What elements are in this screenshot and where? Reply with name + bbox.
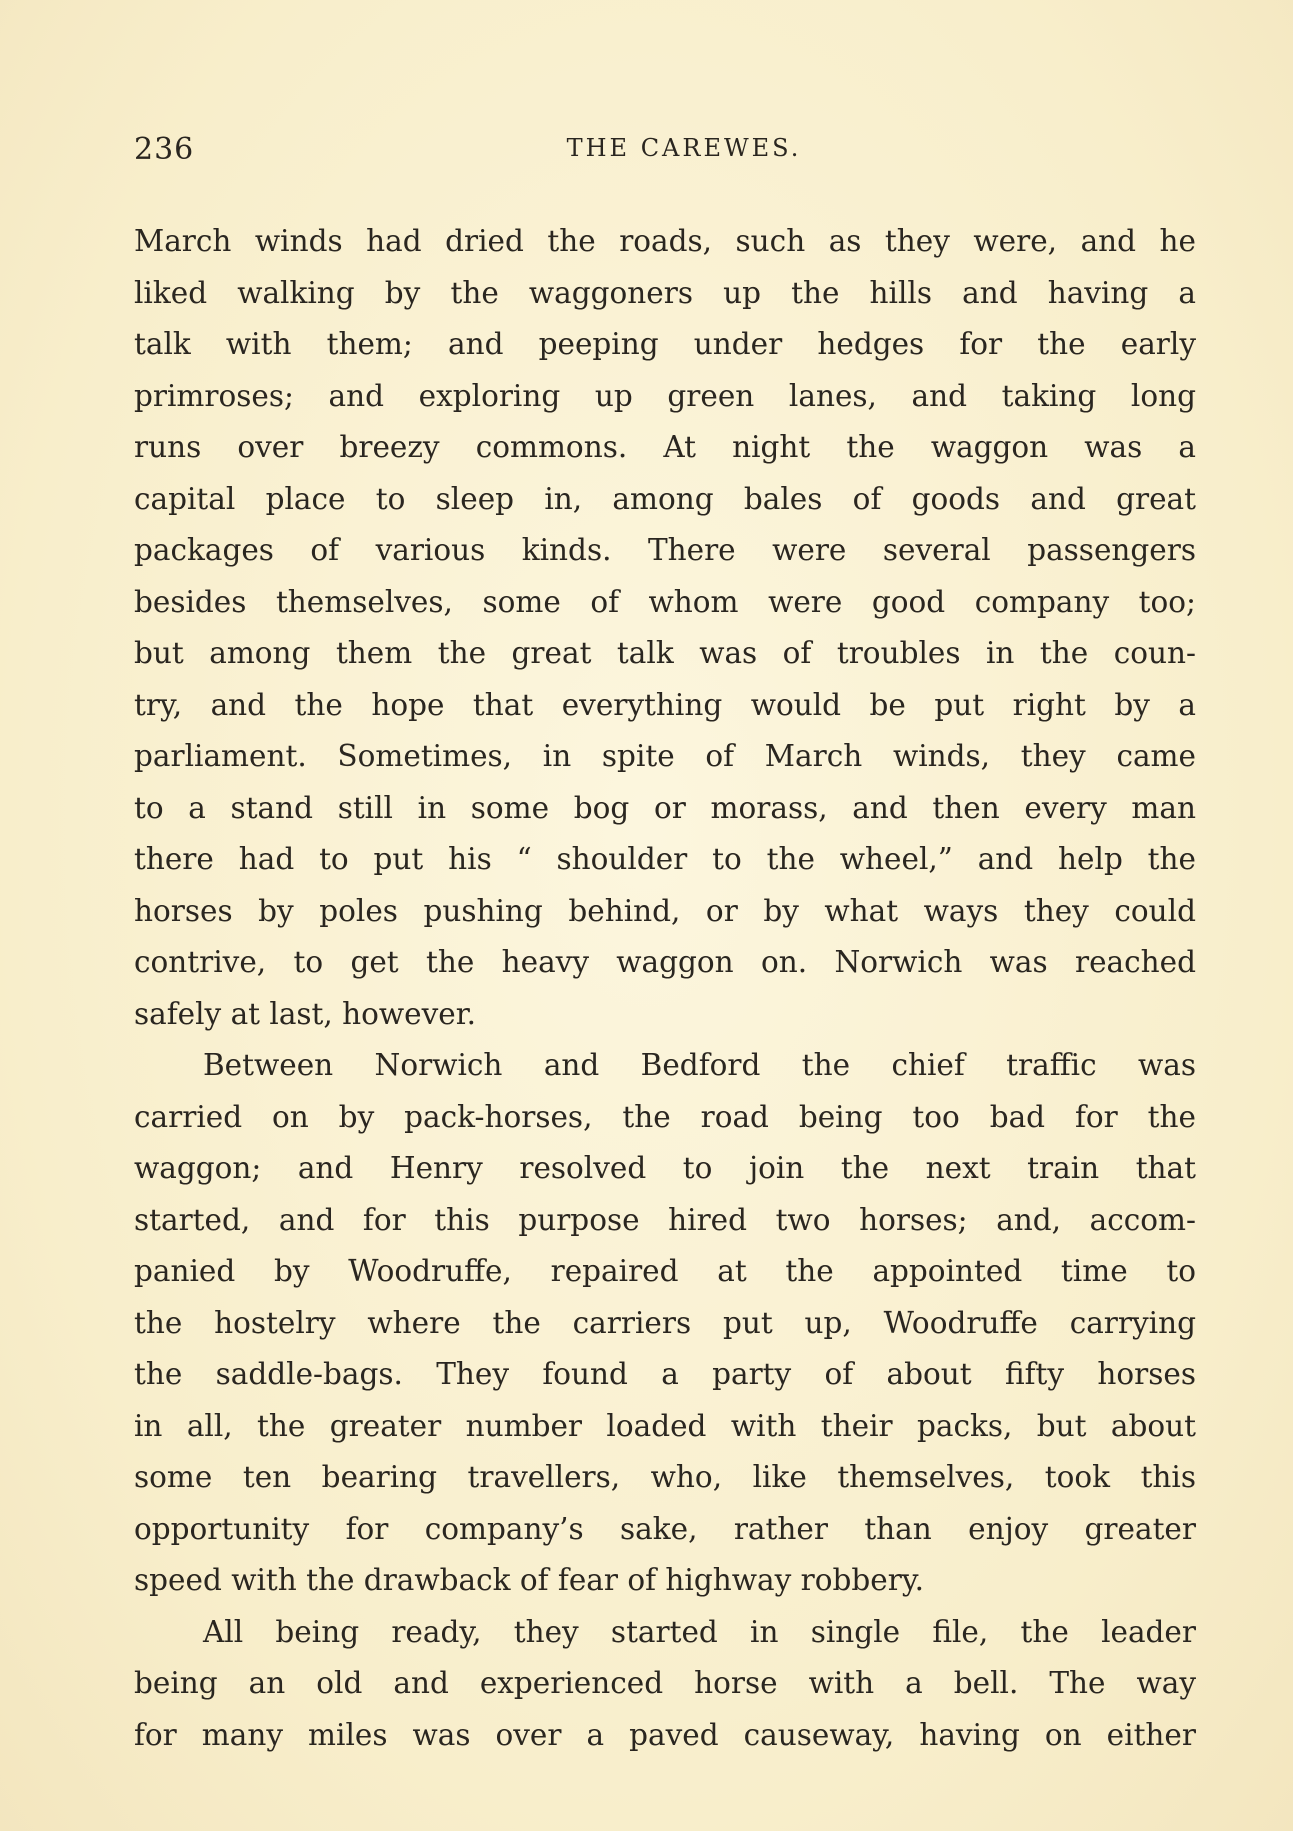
text-line: safely at last, however. [134,996,477,1031]
text-line: for many miles was over a paved causeway, having on either [134,1717,1196,1752]
text-line: Between Norwich and Bedford the chief traffic was [203,1048,1196,1082]
text-line: speed with the drawback of fear of highway robbery. [134,1563,924,1597]
text-line: horses by poles pushing behind, or by what ways they could [134,893,1196,928]
running-head: THE CAREWES. [566,134,802,162]
text-line: being an old and experienced horse with a bell. The way [134,1666,1196,1700]
page-header [134,132,1194,172]
text-line: parliament. Sometimes, in spite of March winds, they came [134,739,1196,773]
text-line: packages of various kinds. There were several passengers [134,533,1196,567]
text-line: to a stand still in some bog or morass, and then every man [134,790,1196,825]
text-line: try, and the hope that everything would be put right by a [134,687,1196,722]
text-line: All being ready, they started in single file, the leader [203,1614,1196,1649]
text-line: primroses; and exploring up green lanes, and taking long [134,378,1196,413]
text-line: March winds had dried the roads, such as they were, and he [134,224,1196,258]
text-line: waggon; and Henry resolved to join the next train that [134,1151,1196,1185]
text-line: contrive, to get the heavy waggon on. Norwich was reached [134,945,1196,979]
text-line: some ten bearing travellers, who, like themselves, took this [134,1460,1196,1494]
text-line: capital place to sleep in, among bales of goods and great [134,481,1196,516]
body-text [134,216,1196,1761]
text-line: in all, the greater number loaded with their packs, but about [134,1408,1196,1443]
text-line: started, and for this purpose hired two horses; and, accom- [134,1202,1196,1237]
text-line: there had to put his “ shoulder to the wheel,” and help the [134,842,1196,876]
page-number: 236 [134,132,195,167]
text-line: runs over breezy commons. At night the waggon was a [134,430,1196,464]
text-line: panied by Woodruffe, repaired at the appointed time to [134,1254,1196,1288]
text-line: but among them the great talk was of troubles in the coun- [134,636,1196,670]
text-line: liked walking by the waggoners up the hills and having a [134,275,1196,310]
text-line: talk with them; and peeping under hedges for the early [134,327,1196,361]
text-line: the saddle-bags. They found a party of about fifty horses [134,1357,1196,1391]
text-line: carried on by pack-horses, the road being too bad for the [134,1099,1196,1134]
text-line: opportunity for company’s sake, rather than enjoy greater [134,1511,1196,1546]
text-line: the hostelry where the carriers put up, Woodruffe carrying [134,1305,1196,1340]
text-line: besides themselves, some of whom were good company too; [134,584,1196,619]
